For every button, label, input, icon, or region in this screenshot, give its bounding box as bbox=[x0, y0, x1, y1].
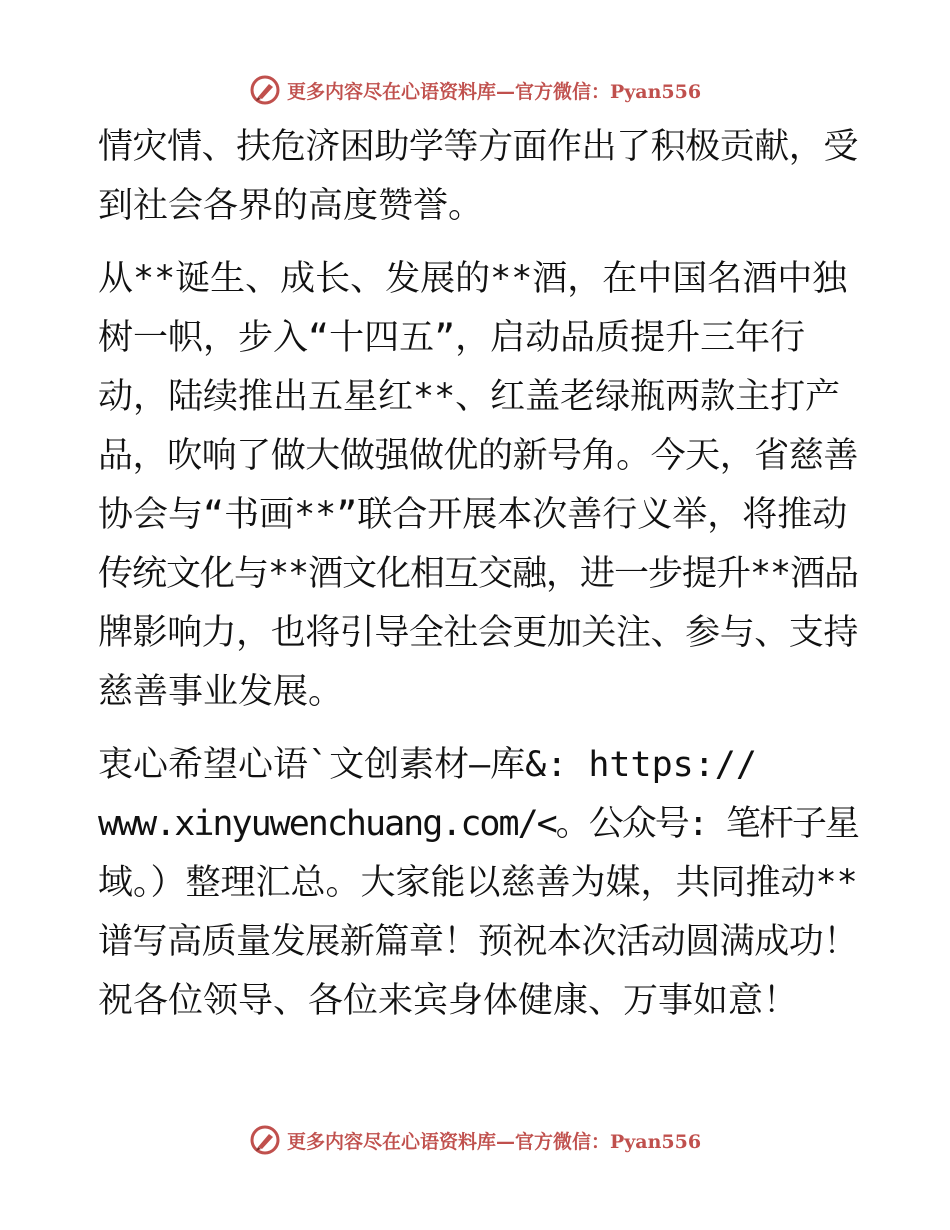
text-line: 牌影响力，也将引导全社会更加关注、参与、支持 bbox=[98, 613, 858, 653]
text-line: 域。）整理汇总。大家能以慈善为媒，共同推动** bbox=[98, 863, 858, 903]
footer-banner bbox=[0, 1120, 950, 1160]
document-body bbox=[98, 118, 858, 1031]
text-line: 品，吹响了做大做强做优的新号角。今天，省慈善 bbox=[98, 436, 858, 476]
text-line: 到社会各界的高度赞誉。 bbox=[98, 186, 484, 226]
text-line: 树一帜，步入“十四五”，启动品质提升三年行 bbox=[98, 318, 806, 358]
text-line: 祝各位领导、各位来宾身体健康、万事如意！ bbox=[98, 981, 799, 1021]
pen-logo-icon bbox=[249, 1124, 281, 1156]
header-banner-text: 更多内容尽在心语资料库—官方微信：Pyan556 bbox=[286, 80, 702, 103]
pen-logo-icon bbox=[249, 74, 281, 106]
footer-banner-text: 更多内容尽在心语资料库—官方微信：Pyan556 bbox=[286, 1130, 702, 1153]
paragraph-2 bbox=[98, 250, 858, 722]
text-line: 动，陆续推出五星红**、红盖老绿瓶两款主打产 bbox=[98, 377, 841, 417]
text-line: 协会与“书画**”联合开展本次善行义举，将推动 bbox=[98, 495, 848, 535]
text-line: 衷心希望心语`文创素材—库&: https:// bbox=[98, 745, 757, 785]
text-line: 传统文化与**酒文化相互交融，进一步提升**酒品 bbox=[98, 554, 859, 594]
paragraph-3 bbox=[98, 736, 858, 1031]
text-line: 慈善事业发展。 bbox=[98, 672, 344, 712]
text-line: www.xinyuwenchuang.com/<。公众号: 笔杆子星 bbox=[98, 804, 858, 844]
header-banner bbox=[0, 70, 950, 110]
text-line: 从**诞生、成长、发展的**酒，在中国名酒中独 bbox=[98, 259, 848, 299]
text-line: 情灾情、扶危济困助学等方面作出了积极贡献，受 bbox=[98, 127, 858, 167]
text-line: 谱写高质量发展新篇章！预祝本次活动圆满成功！ bbox=[98, 922, 858, 962]
paragraph-1 bbox=[98, 118, 858, 236]
